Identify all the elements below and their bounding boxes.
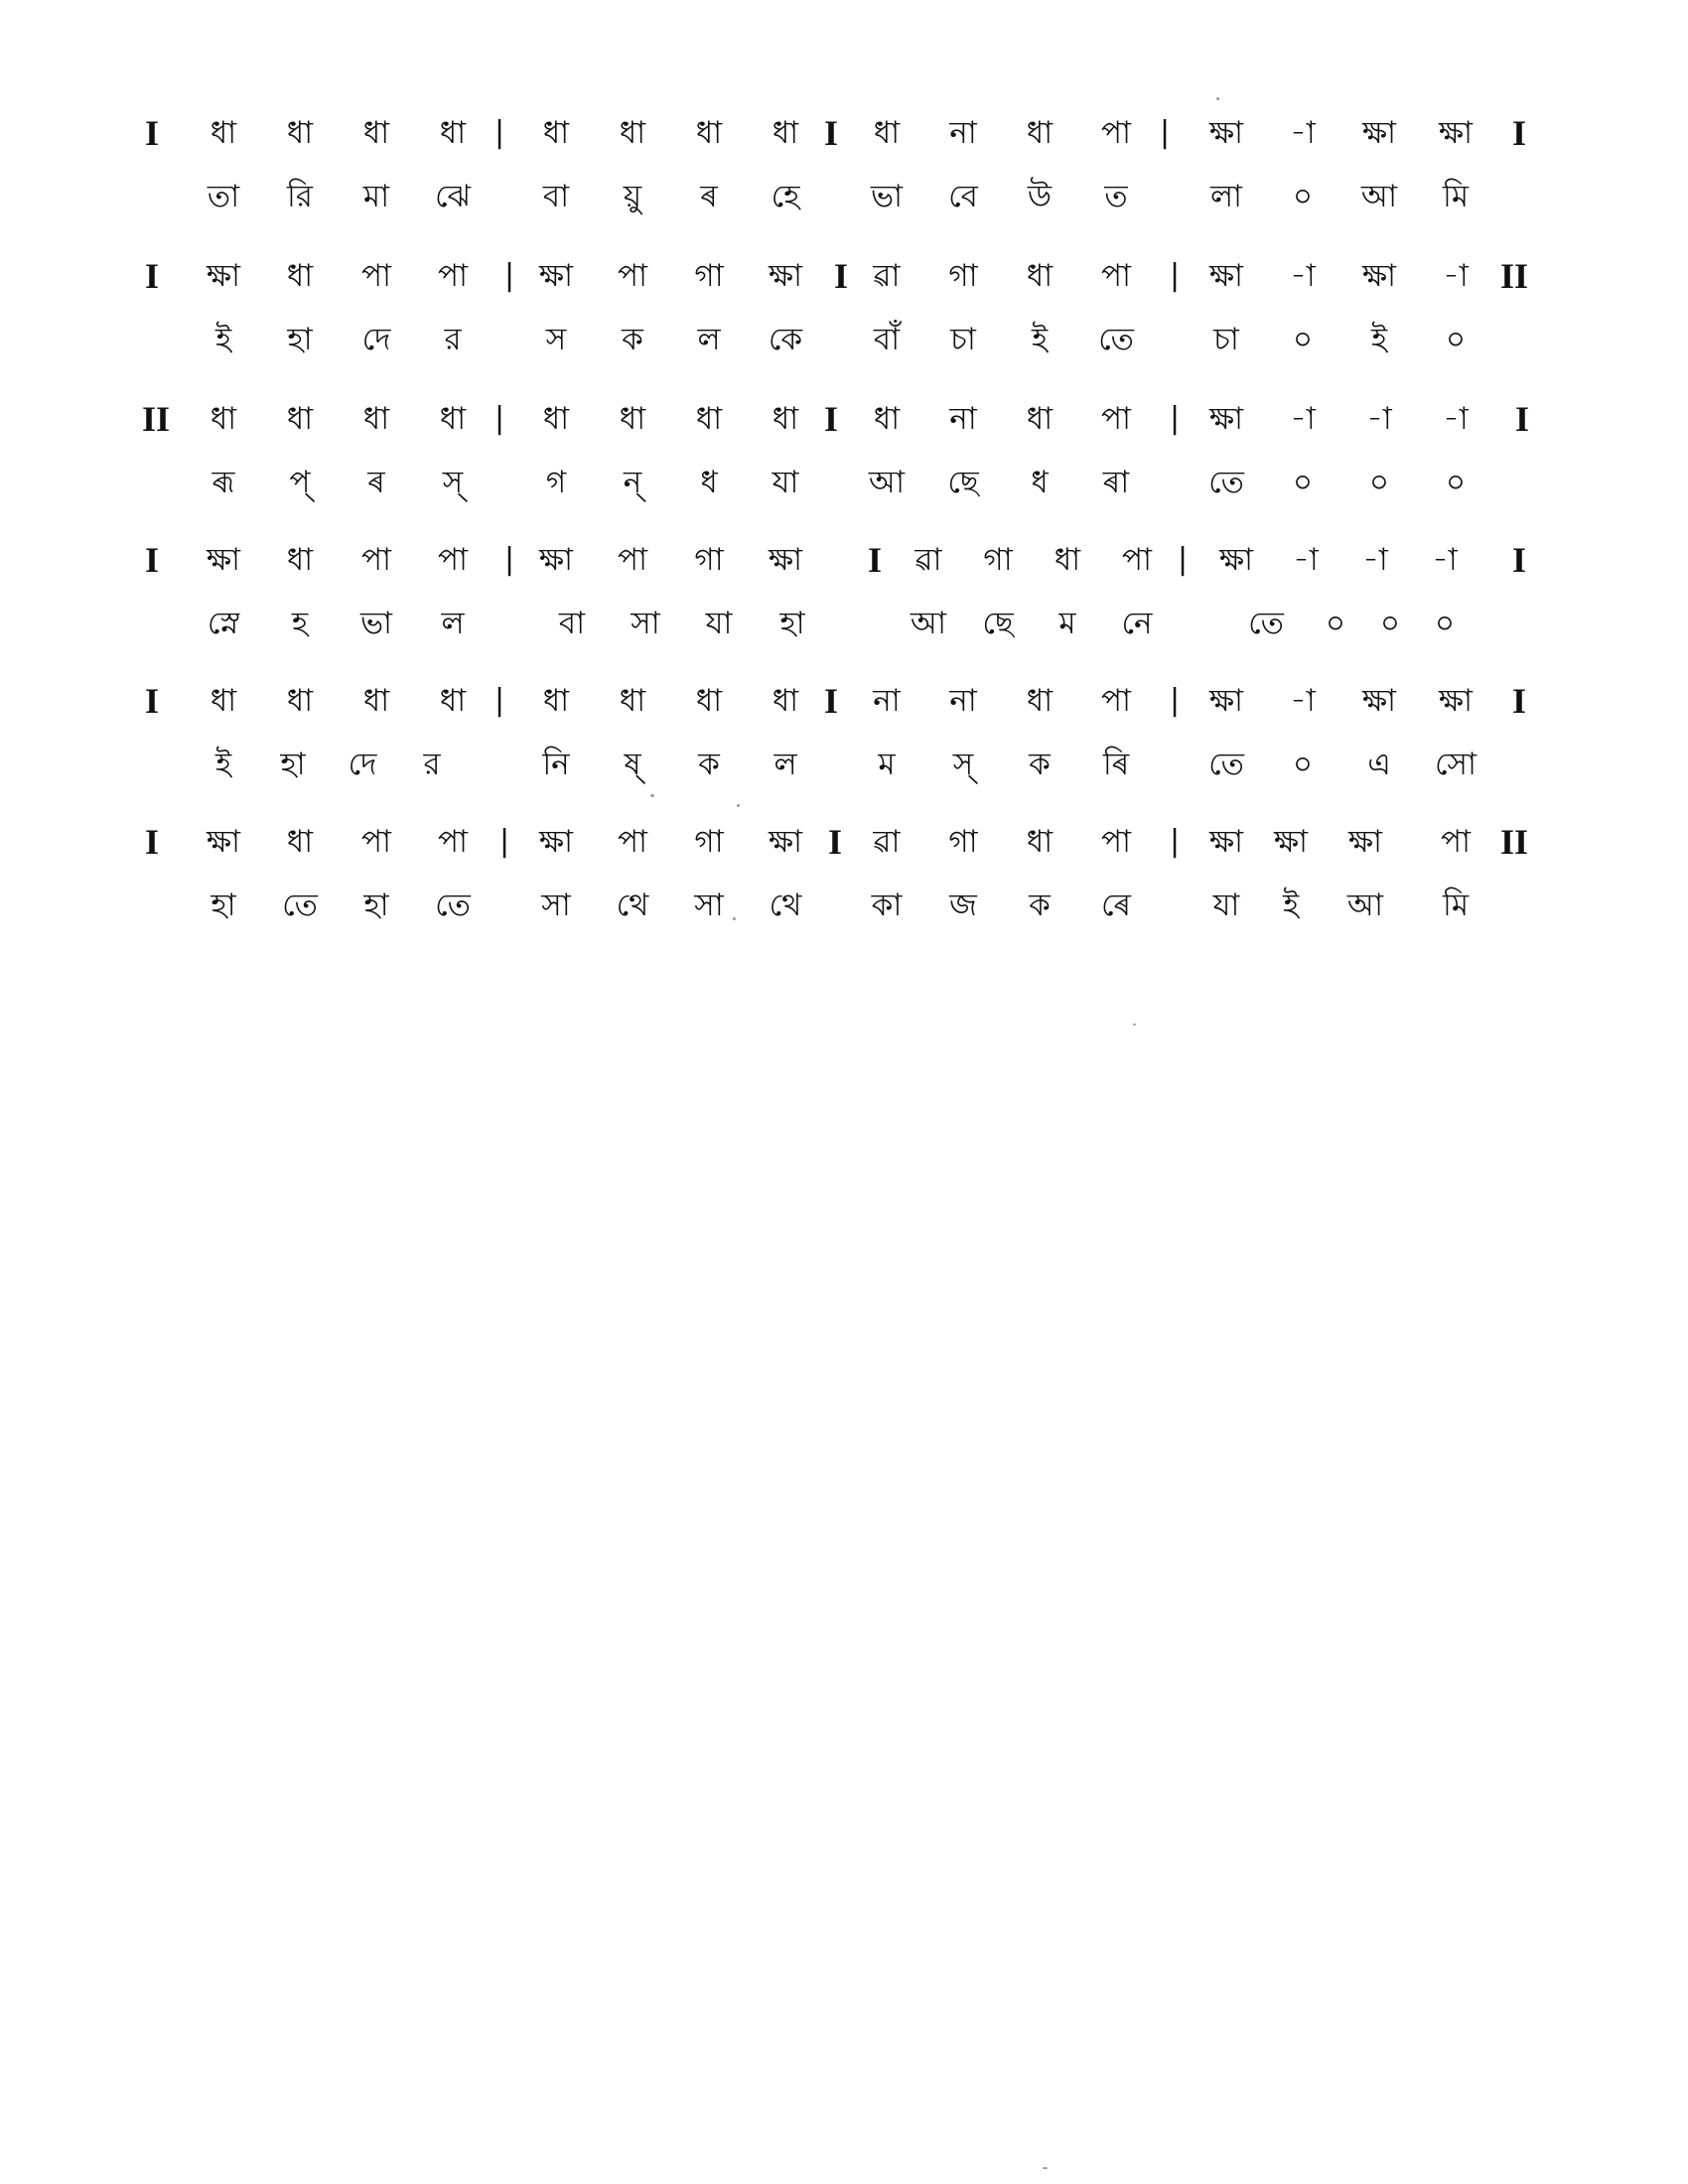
note: ধা (362, 115, 390, 151)
lyric-syllable: ল (697, 322, 721, 357)
end-barline: I (1514, 399, 1529, 439)
lyric-syllable: য়ু (623, 179, 642, 214)
lyric-syllable: তে (1098, 322, 1134, 357)
note: পা (437, 542, 469, 578)
lyric-syllable: ই (1370, 322, 1388, 357)
note: ক্ষা (206, 258, 241, 294)
note: ধা (286, 542, 314, 578)
lyric-syllable: ল (774, 747, 797, 782)
note: পা (437, 824, 469, 860)
note: ধা (542, 401, 570, 437)
note: ক্ষা (1208, 401, 1244, 437)
lyric-syllable: হা (779, 606, 805, 641)
lyric-syllable: থে (769, 887, 802, 923)
note: ক্ষা (538, 542, 574, 578)
lyric-syllable: প্ (289, 465, 311, 500)
notation-system (0, 820, 1688, 959)
lyric-syllable: ০ (1292, 322, 1314, 357)
lyric-syllable: লা (1209, 179, 1243, 214)
lyric-syllable: ম (878, 747, 896, 782)
beat-divider: | (1177, 542, 1189, 577)
lyric-syllable: হা (280, 747, 306, 782)
lyric-syllable: ৰ (367, 465, 385, 500)
lyric-syllable: ধ (700, 465, 718, 500)
lyric-syllable: যা (705, 606, 733, 641)
note: পা (1100, 824, 1132, 860)
lyric-syllable: সা (694, 887, 724, 923)
note: গা (948, 258, 978, 294)
measure-barline: I (823, 399, 838, 439)
note: পা (617, 258, 648, 294)
note: ধা (619, 115, 646, 151)
lyric-syllable: ৰি (1102, 747, 1130, 782)
note: ক্ষা (1273, 824, 1309, 860)
scan-speck (650, 794, 654, 797)
lyric-syllable: মি (1442, 887, 1470, 923)
lyric-syllable: ৰে (1100, 887, 1132, 923)
lyric-syllable: ধ (1031, 465, 1049, 500)
end-barline: I (1511, 540, 1526, 580)
end-barline: I (1511, 113, 1526, 153)
note: -া (1443, 258, 1469, 294)
start-barline: I (144, 113, 159, 153)
note: গা (694, 542, 724, 578)
note: -া (1443, 401, 1469, 437)
notation-system (0, 538, 1688, 677)
notation-system (0, 679, 1688, 818)
lyric-syllable: আ (868, 465, 906, 500)
lyric-syllable: কে (768, 322, 803, 357)
note: ধা (542, 683, 570, 719)
lyric-syllable: দে (348, 747, 377, 782)
note: না (873, 683, 901, 719)
scan-speck (1133, 1024, 1136, 1025)
note: ক্ষা (1208, 115, 1244, 151)
note: ধা (362, 401, 390, 437)
note: পা (1100, 401, 1132, 437)
note: ধা (1026, 115, 1054, 151)
lyric-syllable: ছে (982, 606, 1014, 641)
scan-speck (1043, 2167, 1048, 2169)
note: ধা (619, 401, 646, 437)
note: ৱা (914, 542, 942, 578)
note: ধা (1054, 542, 1081, 578)
lyric-syllable: এ (1367, 747, 1391, 782)
note: ধা (1026, 401, 1054, 437)
note: ক্ষা (206, 542, 241, 578)
note: পা (1100, 115, 1132, 151)
scan-speck (1216, 97, 1219, 100)
lyric-syllable: ই (214, 322, 232, 357)
note: ধা (772, 115, 799, 151)
lyric-syllable: বা (558, 606, 586, 641)
measure-barline: I (833, 256, 848, 296)
scan-speck (737, 804, 740, 807)
lyric-syllable: ন্ (623, 465, 642, 500)
lyric-syllable: চা (1213, 322, 1239, 357)
note: ধা (286, 683, 314, 719)
lyric-syllable: ঝে (434, 179, 472, 214)
note: ৱা (873, 258, 901, 294)
notation-system (0, 111, 1688, 250)
note: পা (617, 824, 648, 860)
note: পা (360, 542, 392, 578)
lyric-syllable: উ (1027, 179, 1053, 214)
lyric-syllable: জ (949, 887, 977, 923)
start-barline: I (144, 256, 159, 296)
start-barline: I (144, 540, 159, 580)
note: ধা (210, 115, 237, 151)
note: না (949, 401, 977, 437)
note: ধা (873, 115, 901, 151)
beat-divider: | (1169, 824, 1181, 859)
note: গা (694, 824, 724, 860)
lyric-syllable: নে (1121, 606, 1153, 641)
note: পা (360, 258, 392, 294)
note: ক্ষা (1208, 824, 1244, 860)
lyric-syllable: তে (1208, 465, 1244, 500)
beat-divider: | (1169, 401, 1181, 436)
note: পা (360, 824, 392, 860)
lyric-syllable: তে (1248, 606, 1284, 641)
note: ধা (286, 824, 314, 860)
lyric-syllable: ০ (1368, 465, 1390, 500)
lyric-syllable: তা (207, 179, 240, 214)
lyric-syllable: হে (771, 179, 800, 214)
note: ক্ষা (538, 258, 574, 294)
note: ক্ষা (768, 258, 803, 294)
note: ক্ষা (1361, 258, 1397, 294)
scan-speck (733, 917, 736, 920)
note: -া (1293, 542, 1319, 578)
lyric-syllable: র (423, 747, 441, 782)
lyric-syllable: দে (361, 322, 391, 357)
lyric-syllable: ০ (1434, 606, 1456, 641)
lyric-syllable: রি (287, 179, 313, 214)
note: ক্ষা (1361, 115, 1397, 151)
beat-divider: | (493, 683, 505, 718)
note: ধা (772, 683, 799, 719)
lyric-syllable: ই (214, 747, 232, 782)
note: ৱা (873, 824, 901, 860)
lyric-syllable: স (545, 322, 567, 357)
note: ধা (619, 683, 646, 719)
note: ধা (1026, 258, 1054, 294)
lyric-syllable: মা (362, 179, 390, 214)
note: -া (1290, 401, 1316, 437)
lyric-syllable: ল (441, 606, 465, 641)
lyric-syllable: আ (1346, 887, 1384, 923)
note: ধা (439, 683, 467, 719)
lyric-syllable: যা (772, 465, 799, 500)
lyric-syllable: কা (871, 887, 903, 923)
lyric-syllable: ত (1104, 179, 1128, 214)
note: পা (1440, 824, 1472, 860)
beat-divider: | (503, 542, 515, 577)
note: ধা (695, 683, 723, 719)
lyric-syllable: ক (1029, 747, 1051, 782)
lyric-syllable: থে (616, 887, 649, 923)
lyric-syllable: ৰূ (211, 465, 235, 500)
lyric-syllable: হা (211, 887, 236, 923)
lyric-syllable: বাঁ (873, 322, 901, 357)
lyric-syllable: ক (622, 322, 643, 357)
note: ধা (1026, 824, 1054, 860)
lyric-syllable: ০ (1379, 606, 1401, 641)
end-barline: I (1511, 681, 1526, 721)
note: পা (1100, 683, 1132, 719)
lyric-syllable: হা (363, 887, 389, 923)
note: পা (1121, 542, 1153, 578)
note: -া (1290, 258, 1316, 294)
lyric-syllable: ক (1029, 887, 1051, 923)
lyric-syllable: ৰা (1102, 465, 1130, 500)
lyric-syllable: ৰ (700, 179, 718, 214)
beat-divider: | (1169, 683, 1181, 718)
note: ক্ষা (1438, 683, 1474, 719)
lyric-syllable: চা (950, 322, 976, 357)
start-barline: II (141, 399, 171, 439)
note: ধা (286, 401, 314, 437)
lyric-syllable: ম (1058, 606, 1076, 641)
note: ধা (210, 683, 237, 719)
note: -া (1432, 542, 1458, 578)
lyric-syllable: ০ (1445, 465, 1467, 500)
note: ক্ষা (538, 824, 574, 860)
end-barline: II (1499, 822, 1529, 862)
lyric-syllable: আ (1360, 179, 1398, 214)
note: ধা (439, 115, 467, 151)
note: পা (437, 258, 469, 294)
note: ধা (873, 401, 901, 437)
lyric-syllable: স্নে (207, 606, 240, 641)
lyric-syllable: ০ (1292, 465, 1314, 500)
note: ক্ষা (1347, 824, 1383, 860)
note: গা (694, 258, 724, 294)
lyric-syllable: সো (1434, 747, 1477, 782)
measure-barline: I (823, 681, 838, 721)
note: না (949, 115, 977, 151)
note: ক্ষা (768, 542, 803, 578)
measure-barline: I (827, 822, 842, 862)
lyric-syllable: স্ (442, 465, 464, 500)
note: ধা (362, 683, 390, 719)
lyric-syllable: নি (542, 747, 570, 782)
note: ধা (286, 115, 314, 151)
lyric-syllable: তে (1208, 747, 1244, 782)
lyric-syllable: ০ (1292, 747, 1314, 782)
note: ধা (772, 401, 799, 437)
beat-divider: | (493, 401, 505, 436)
note: ক্ষা (1361, 683, 1397, 719)
lyric-syllable: ই (1282, 887, 1300, 923)
note: ধা (695, 401, 723, 437)
note: ক্ষা (1208, 258, 1244, 294)
lyric-syllable: ভা (359, 606, 393, 641)
beat-divider: | (498, 824, 510, 859)
lyric-syllable: গ (545, 465, 567, 500)
measure-barline: I (823, 113, 838, 153)
note: ধা (1026, 683, 1054, 719)
note: ধা (286, 258, 314, 294)
lyric-syllable: ০ (1325, 606, 1346, 641)
lyric-syllable: মি (1442, 179, 1470, 214)
note: ক্ষা (1438, 115, 1474, 151)
note: ক্ষা (206, 824, 241, 860)
note: পা (617, 542, 648, 578)
lyric-syllable: সা (541, 887, 571, 923)
measure-barline: I (867, 540, 882, 580)
note: ক্ষা (768, 824, 803, 860)
lyric-syllable: ভা (870, 179, 904, 214)
note: পা (1100, 258, 1132, 294)
note: ক্ষা (1218, 542, 1254, 578)
lyric-syllable: আ (910, 606, 947, 641)
lyric-syllable: বে (948, 179, 978, 214)
note: -া (1362, 542, 1388, 578)
lyric-syllable: ০ (1292, 179, 1314, 214)
lyric-syllable: বা (542, 179, 570, 214)
lyric-syllable: ০ (1445, 322, 1467, 357)
lyric-syllable: স্ (952, 747, 974, 782)
lyric-syllable: ই (1031, 322, 1049, 357)
lyric-syllable: সা (631, 606, 660, 641)
note: গা (983, 542, 1013, 578)
lyric-syllable: হ (291, 606, 309, 641)
lyric-syllable: ছে (947, 465, 979, 500)
note: ধা (210, 401, 237, 437)
lyric-syllable: ষ্ (624, 747, 641, 782)
lyric-syllable: তে (282, 887, 318, 923)
lyric-syllable: তে (435, 887, 471, 923)
note: ক্ষা (1208, 683, 1244, 719)
beat-divider: | (1169, 258, 1181, 293)
note: গা (948, 824, 978, 860)
start-barline: I (144, 822, 159, 862)
lyric-syllable: যা (1212, 887, 1240, 923)
end-barline: II (1499, 256, 1529, 296)
note: ধা (439, 401, 467, 437)
lyric-syllable: ক (698, 747, 720, 782)
notation-system (0, 254, 1688, 393)
lyric-syllable: হা (287, 322, 313, 357)
note: ধা (542, 115, 570, 151)
note: না (949, 683, 977, 719)
beat-divider: | (503, 258, 515, 293)
lyric-syllable: র (444, 322, 462, 357)
note: -া (1290, 683, 1316, 719)
beat-divider: | (493, 115, 505, 150)
note: ধা (695, 115, 723, 151)
notation-system (0, 397, 1688, 536)
start-barline: I (144, 681, 159, 721)
beat-divider: | (1159, 115, 1171, 150)
note: -া (1366, 401, 1392, 437)
note: -া (1290, 115, 1316, 151)
